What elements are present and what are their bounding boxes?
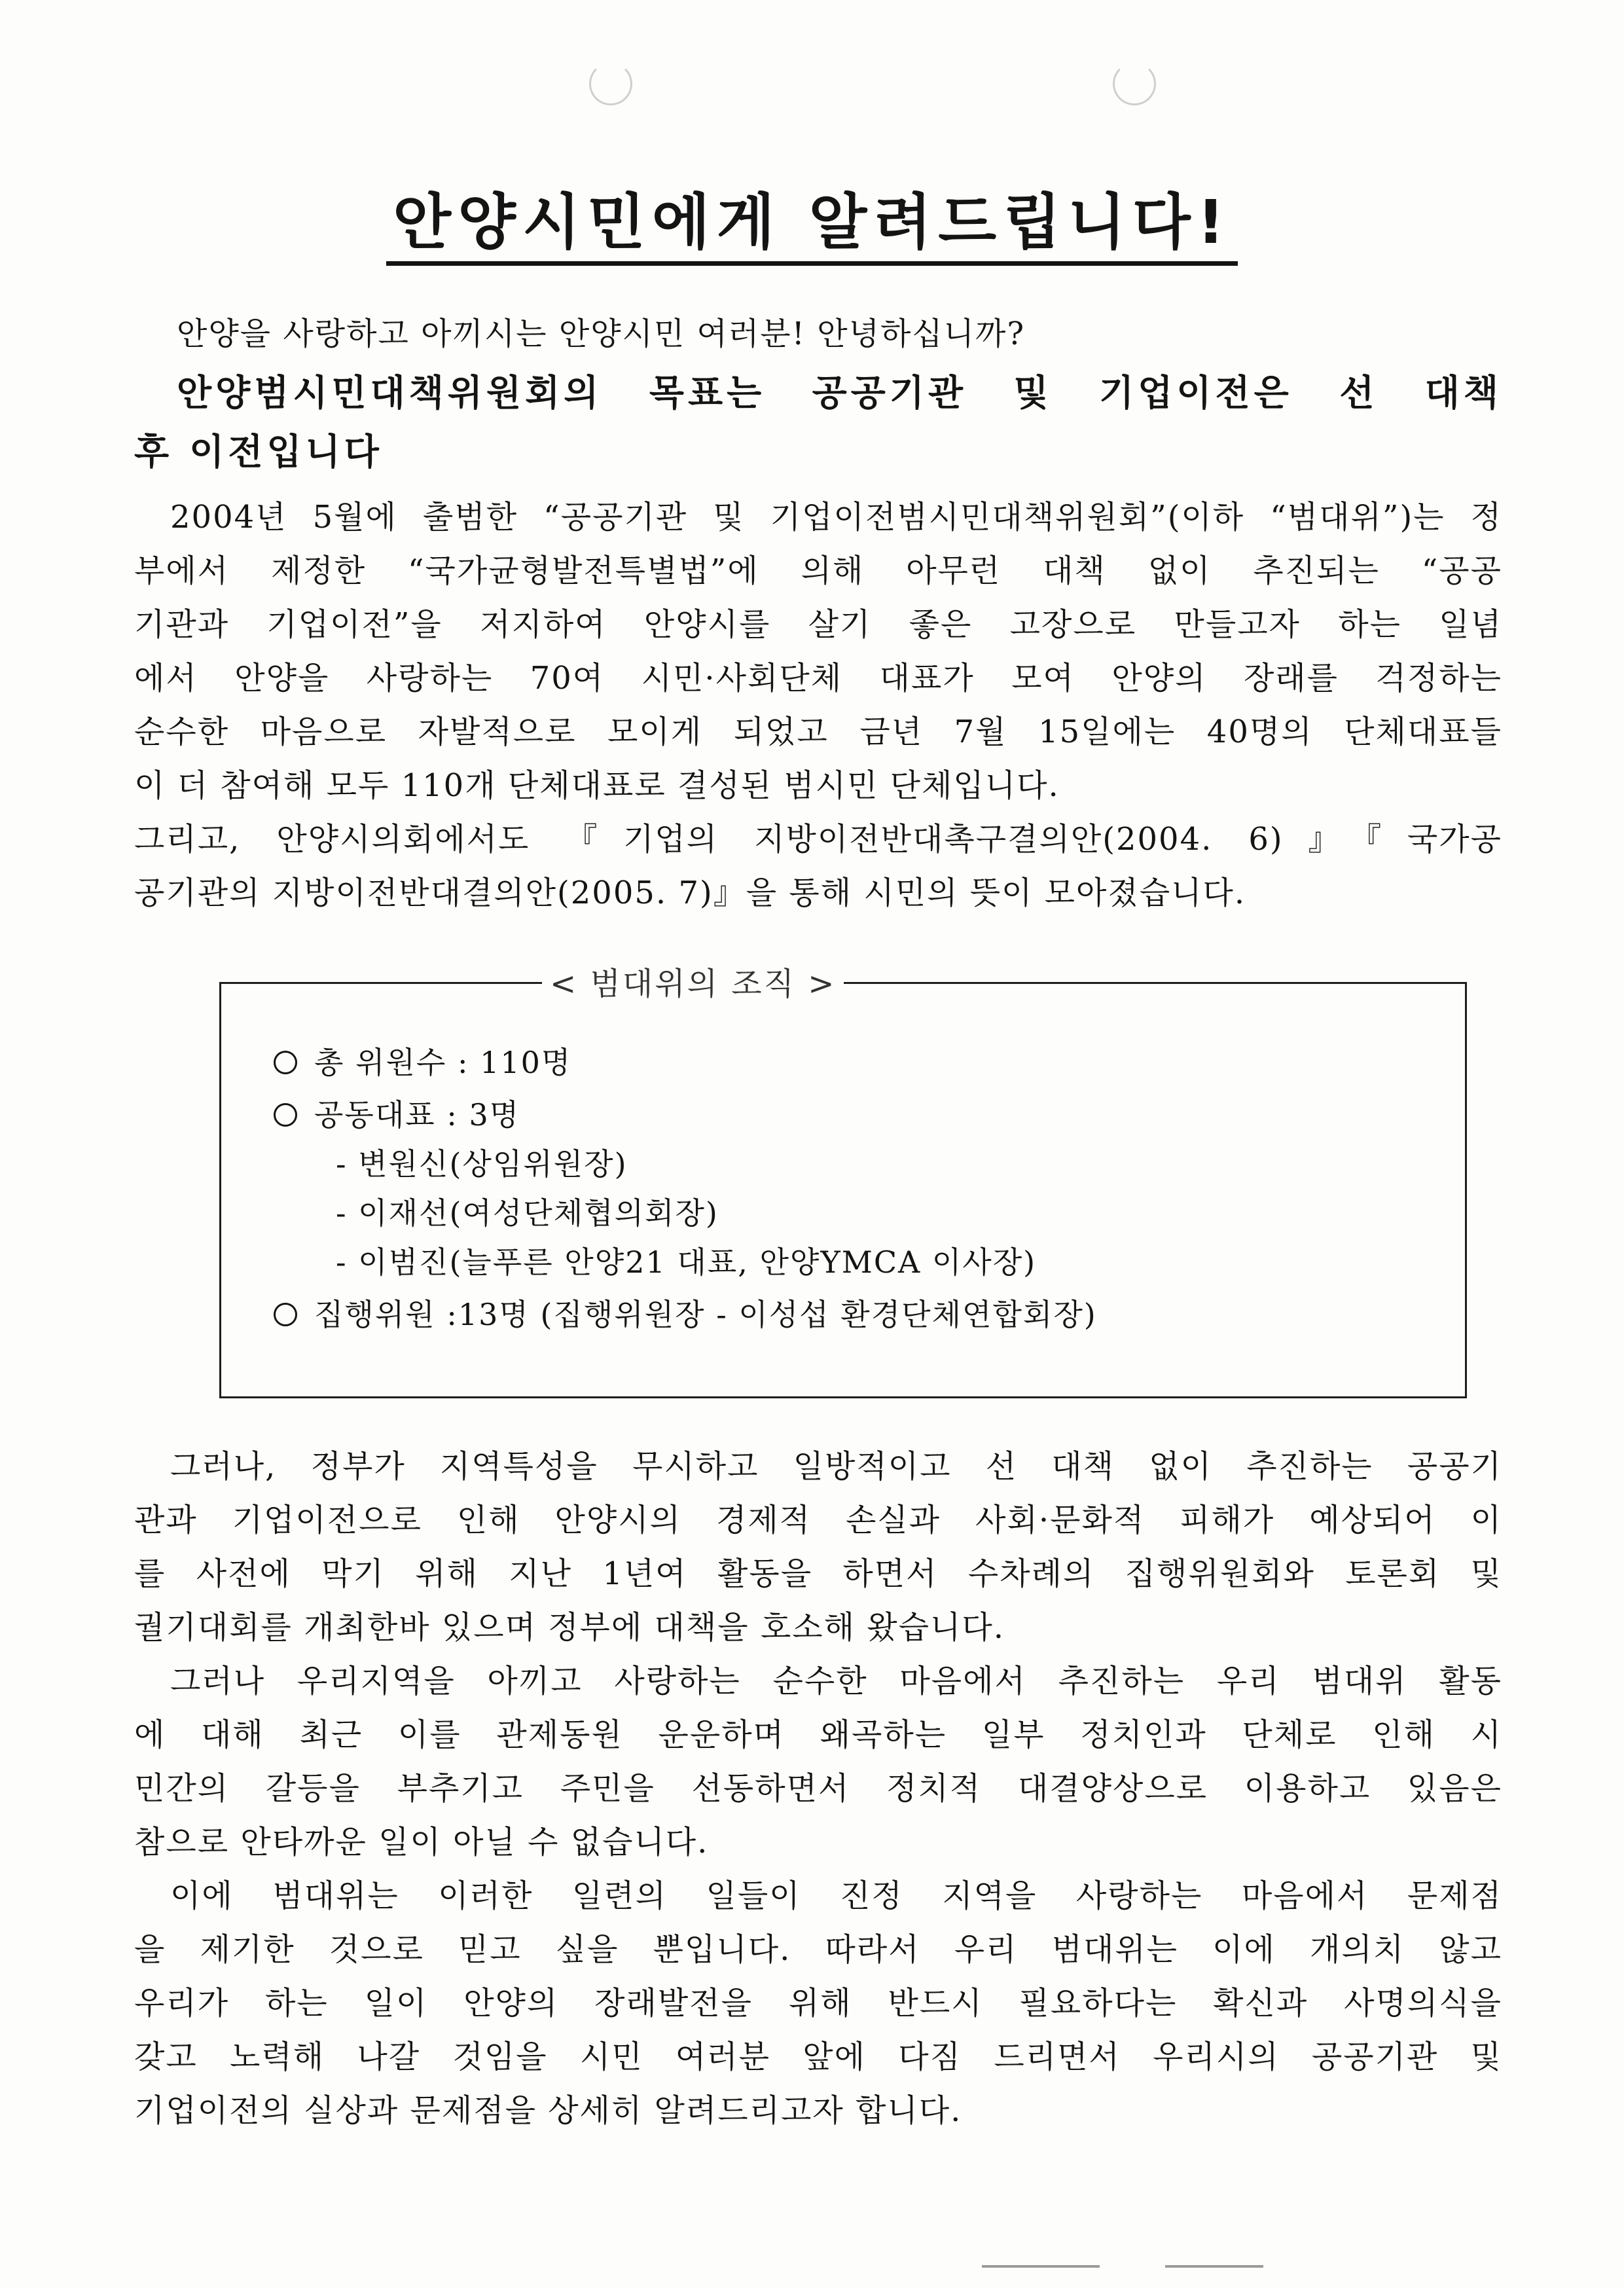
paragraph-4-line: 에 대해 최근 이를 관제동원 운운하며 왜곡하는 일부 정치인과 단체로 인해 시: [134, 1716, 1502, 1753]
paragraph-4-line: 참으로 안타까운 일이 아닐 수 없습니다.: [134, 1824, 709, 1861]
co-representatives-text: 공동대표 : 3명: [314, 1097, 520, 1133]
paragraph-4-line: 민간의 갈등을 부추기고 주민을 선동하면서 정치적 대결양상으로 이용하고 있음은: [134, 1770, 1502, 1807]
executive-members: [274, 1292, 1097, 1337]
scan-edge-mark: [1165, 2265, 1263, 2268]
paragraph-3-line: 관과 기업이전으로 인해 안양시의 경제적 손실과 사회·문화적 피해가 예상되어 이: [134, 1502, 1502, 1538]
paragraph-1-line: 순수한 마음으로 자발적으로 모이게 되었고 금년 7월 15일에는 40명의 단체대표들: [134, 714, 1502, 750]
organization-box: [219, 966, 1467, 1398]
representative-item: - 이재선(여성단체협의회장): [336, 1195, 719, 1231]
paragraph-4-line: 그러나 우리지역을 아끼고 사랑하는 순수한 마음에서 추진하는 우리 범대위 활동: [170, 1663, 1502, 1699]
page-title: 안양시민에게 알려드립니다!: [386, 187, 1237, 266]
paragraph-1-line: 부에서 제정한 “국가균형발전특별법”에 의해 아무런 대책 없이 추진되는 “공공: [134, 553, 1502, 589]
greeting: 안양을 사랑하고 아끼시는 안양시민 여러분! 안녕하십니까?: [177, 316, 1026, 352]
co-representatives: [274, 1092, 520, 1138]
paragraph-3-line: 그러나, 정부가 지역특성을 무시하고 일방적이고 선 대책 없이 추진하는 공공기: [170, 1448, 1502, 1485]
paragraph-5-line: 을 제기한 것으로 믿고 싶을 뿐입니다. 따라서 우리 범대위는 이에 개의치 않고: [134, 1931, 1502, 1968]
paragraph-2-line: 공기관의 지방이전반대결의안(2005. 7)』을 통해 시민의 뜻이 모아졌습니다.: [134, 875, 1246, 911]
executive-members-text: 집행위원 :13명 (집행위원장 - 이성섭 환경단체연합회장): [314, 1297, 1097, 1332]
paragraph-1-line: 기관과 기업이전”을 저지하여 안양시를 살기 좋은 고장으로 만들고자 하는 일념: [134, 606, 1502, 643]
paragraph-5-line: 갖고 노력해 나갈 것임을 시민 여러분 앞에 다짐 드리면서 우리시의 공공기관 및: [134, 2039, 1502, 2075]
paragraph-3-line: 궐기대회를 개최한바 있으며 정부에 대책을 호소해 왔습니다.: [134, 1609, 1005, 1646]
circle-bullet-icon: [274, 1303, 297, 1326]
paragraph-1-line: 이 더 참여해 모두 110개 단체대표로 결성된 범시민 단체입니다.: [134, 767, 1060, 804]
paragraph-5-line: 기업이전의 실상과 문제점을 상세히 알려드리고자 합니다.: [134, 2092, 962, 2129]
total-members-text: 총 위원수 : 110명: [314, 1045, 572, 1080]
goal-line-1: 안양범시민대책위원회의 목표는 공공기관 및 기업이전은 선 대책: [177, 372, 1502, 414]
circle-bullet-icon: [274, 1103, 297, 1127]
paragraph-2-line: 그리고, 안양시의회에서도 『기업의 지방이전반대촉구결의안(2004. 6)』『국가공: [134, 821, 1502, 858]
paragraph-5-line: 이에 범대위는 이러한 일련의 일들이 진정 지역을 사랑하는 마음에서 문제점: [170, 1878, 1502, 1914]
punch-hole-mark: [589, 62, 632, 105]
paragraph-1-line: 2004년 5월에 출범한 “공공기관 및 기업이전범시민대책위원회”(이하 “범대위”)는 정: [170, 499, 1502, 536]
circle-bullet-icon: [274, 1051, 297, 1074]
goal-line-2: 후 이전입니다: [134, 431, 383, 473]
paragraph-1-line: 에서 안양을 사랑하는 70여 시민·사회단체 대표가 모여 안양의 장래를 걱정하는: [134, 660, 1502, 697]
paragraph-5-line: 우리가 하는 일이 안양의 장래발전을 위해 반드시 필요하다는 확신과 사명의식을: [134, 1985, 1502, 2022]
representative-item: - 변원신(상임위원장): [336, 1146, 628, 1182]
representative-item: - 이범진(늘푸른 안양21 대표, 안양YMCA 이사장): [336, 1244, 1037, 1280]
paragraph-3-line: 를 사전에 막기 위해 지난 1년여 활동을 하면서 수차례의 집행위원회와 토론회 및: [134, 1555, 1502, 1592]
total-members: [274, 1040, 571, 1085]
scan-edge-mark: [982, 2265, 1100, 2268]
organization-box-title: < 범대위의 조직 >: [542, 959, 844, 1009]
page-title-wrapper: [0, 183, 1624, 262]
punch-hole-mark: [1113, 62, 1156, 105]
